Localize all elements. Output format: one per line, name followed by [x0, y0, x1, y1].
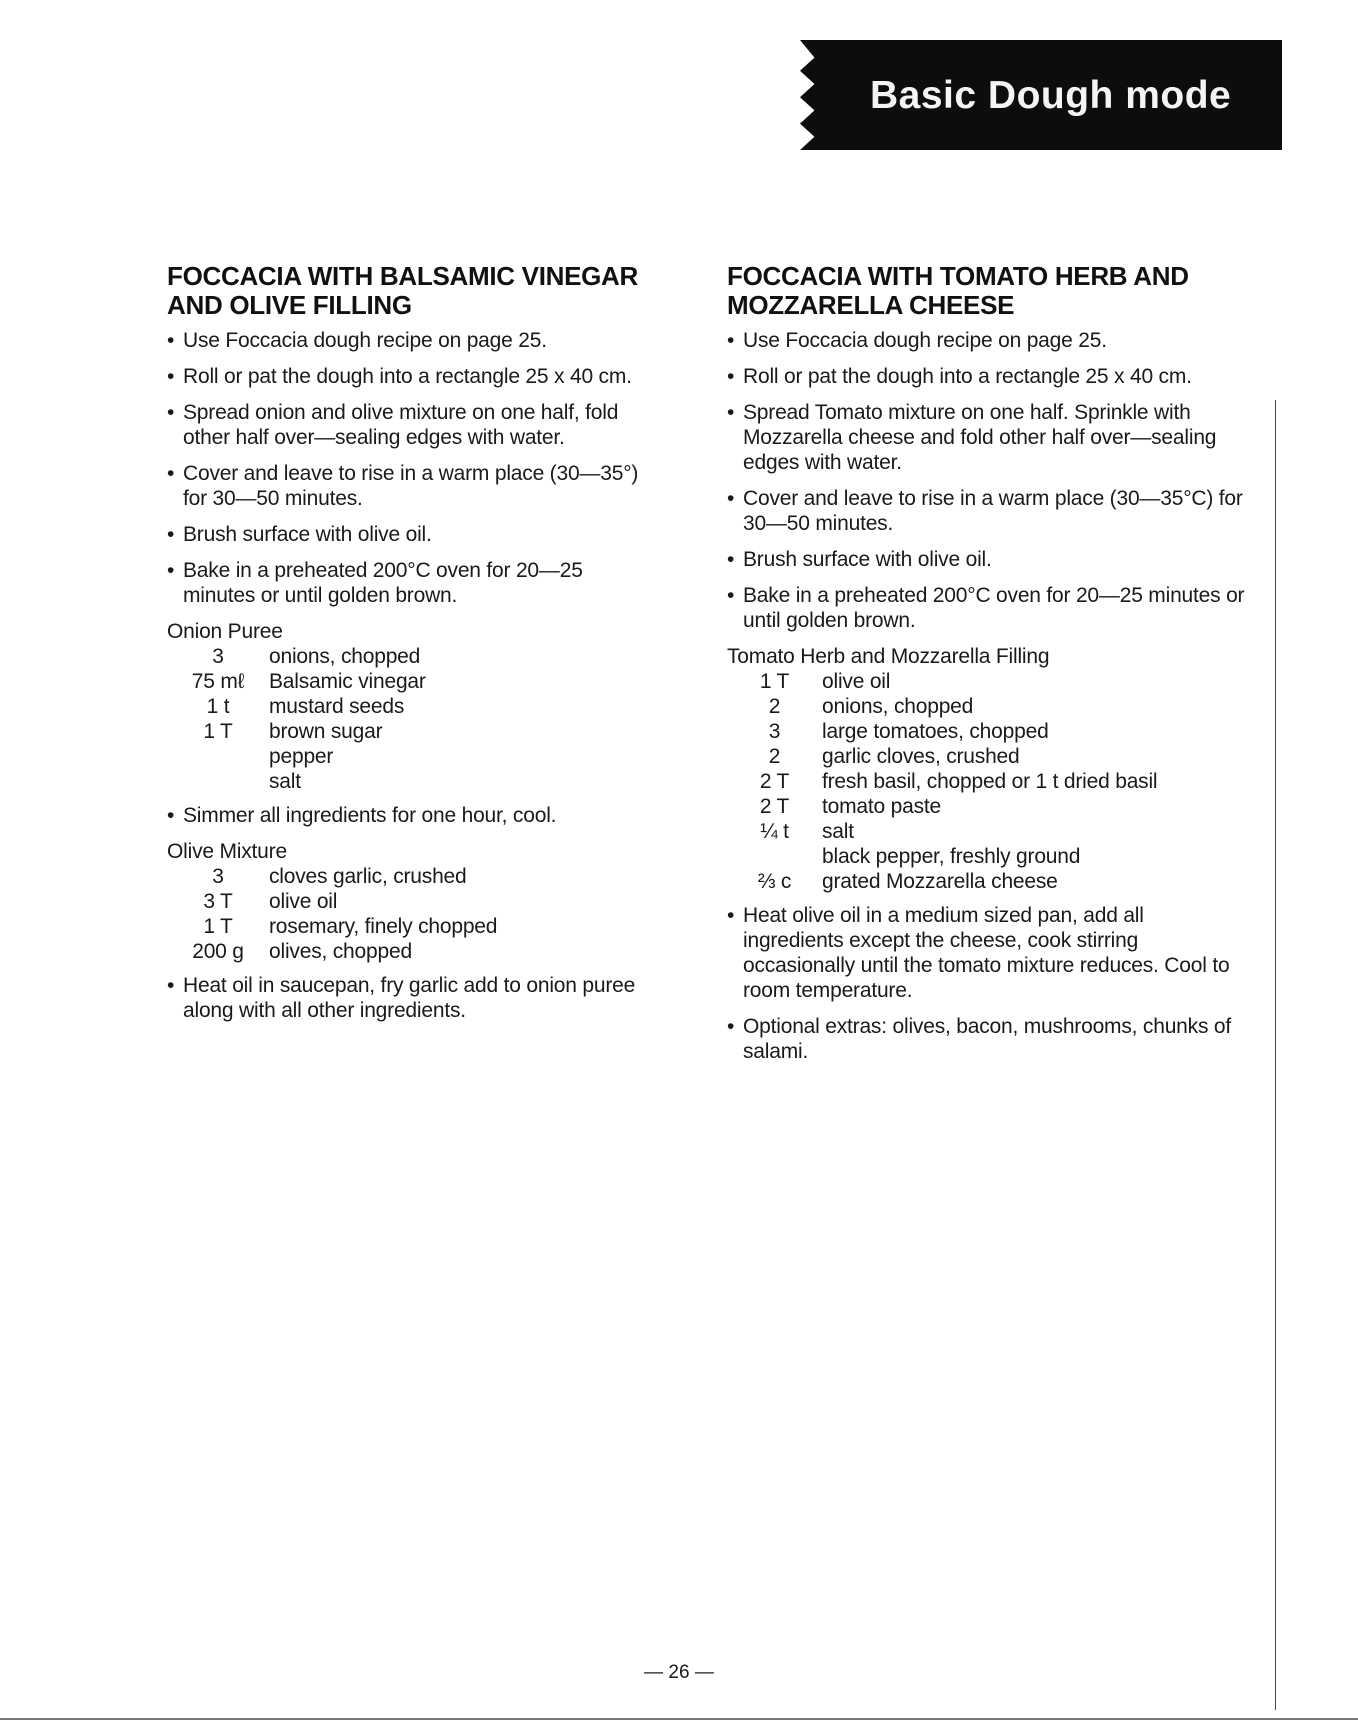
ingredient-name: olives, chopped: [269, 940, 412, 963]
step: • Heat olive oil in a medium sized pan, add all ingredients except the cheese, cook stirring occasionally until the tomato mixture reduces. Cool to room temperature.: [727, 903, 1247, 1003]
ingredient-name: salt: [822, 820, 854, 843]
ingredient-row: [727, 769, 1247, 794]
step: • Spread onion and olive mixture on one half, fold other half over—sealing edges with water.: [167, 400, 657, 450]
ingredient-qty: 1 T: [759, 670, 790, 693]
recipe-balsamic-olive: [167, 262, 657, 1034]
ingredient-name: brown sugar: [269, 720, 383, 743]
step: • Roll or pat the dough into a rectangle 25 x 40 cm.: [167, 364, 657, 389]
ingredient-name: onions, chopped: [822, 695, 974, 718]
ingredient-row: [167, 719, 657, 744]
step: • Brush surface with olive oil.: [167, 522, 657, 547]
ingredient-row: [727, 694, 1247, 719]
step: • Cover and leave to rise in a warm place (30—35°C) for 30—50 minutes.: [727, 486, 1247, 536]
page-edge-line: [1275, 400, 1276, 1710]
ingredient-name: tomato paste: [822, 795, 942, 818]
ingredient-row: [167, 769, 657, 794]
ingredient-name: olive oil: [822, 670, 891, 693]
ingredient-qty: 3: [212, 865, 224, 888]
ingredient-row: [727, 744, 1247, 769]
step: • Cover and leave to rise in a warm place (30—35°) for 30—50 minutes.: [167, 461, 657, 511]
ingredient-qty: 2: [768, 745, 781, 768]
ingredient-qty: ⅔ c: [757, 870, 792, 893]
ingredient-qty: 1 T: [203, 720, 233, 743]
ingredient-row: [727, 819, 1247, 844]
ingredient-name: salt: [269, 770, 301, 793]
ingredient-name: onions, chopped: [269, 645, 421, 668]
step: • Heat oil in saucepan, fry garlic add to onion puree along with all other ingredients.: [167, 973, 657, 1023]
ingredient-name: large tomatoes, chopped: [822, 720, 1049, 743]
step: • Use Foccacia dough recipe on page 25.: [727, 328, 1247, 353]
filling-heading: Tomato Herb and Mozzarella Filling: [727, 645, 1050, 668]
ingredient-qty: [727, 844, 822, 869]
section-title: Basic Dough mode: [870, 74, 1232, 117]
ingredient-row: [727, 844, 1247, 869]
ingredient-name: black pepper, freshly ground: [822, 845, 1081, 868]
step: • Optional extras: olives, bacon, mushrooms, chunks of salami.: [727, 1014, 1247, 1064]
ingredient-qty: [167, 769, 269, 794]
recipe-title: [167, 262, 657, 320]
ingredient-row: [167, 669, 657, 694]
ingredient-qty: 3: [212, 645, 224, 668]
step: • Spread Tomato mixture on one half. Sprinkle with Mozzarella cheese and fold other half over—sealing edges with water.: [727, 400, 1247, 475]
ingredient-name: Balsamic vinegar: [269, 670, 426, 693]
ingredient-row: [727, 794, 1247, 819]
ingredient-name: olive oil: [269, 890, 338, 913]
ingredient-name: cloves garlic, crushed: [269, 865, 467, 888]
ingredient-row: [167, 644, 657, 669]
ingredient-qty: 75 mℓ: [191, 670, 245, 693]
step: • Bake in a preheated 200°C oven for 20—25 minutes or until golden brown.: [167, 558, 657, 608]
bottom-rule: [0, 1718, 1358, 1720]
olive-mixture-heading: Olive Mixture: [167, 840, 287, 863]
ingredient-qty: 200 g: [192, 940, 244, 963]
ingredient-row: [167, 939, 657, 964]
ingredient-row: [167, 864, 657, 889]
ingredient-row: [167, 889, 657, 914]
recipe-title-line2: AND OLIVE FILLING: [167, 290, 412, 320]
ingredient-name: rosemary, finely chopped: [269, 915, 498, 938]
step: • Roll or pat the dough into a rectangle 25 x 40 cm.: [727, 364, 1247, 389]
ingredient-row: [167, 694, 657, 719]
ingredient-row: [167, 914, 657, 939]
recipe-tomato-mozzarella: [727, 262, 1247, 1075]
ingredient-name: fresh basil, chopped or 1 t dried basil: [822, 770, 1158, 793]
step: • Bake in a preheated 200°C oven for 20—25 minutes or until golden brown.: [727, 583, 1247, 633]
page-number: — 26 —: [644, 1662, 714, 1683]
ingredient-qty: [167, 744, 269, 769]
ingredient-qty: 2: [768, 695, 781, 718]
ingredient-qty: ¼ t: [760, 820, 789, 843]
recipe-title: [727, 262, 1247, 320]
ingredient-qty: 2 T: [759, 795, 790, 818]
ingredient-qty: 3: [768, 720, 781, 743]
ingredient-row: [727, 669, 1247, 694]
ingredient-qty: 2 T: [759, 770, 790, 793]
recipe-title-line1: FOCCACIA WITH TOMATO HERB AND: [727, 261, 1189, 291]
step: • Use Foccacia dough recipe on page 25.: [167, 328, 657, 353]
ingredient-row: [727, 869, 1247, 894]
recipe-title-line2: MOZZARELLA CHEESE: [727, 290, 1015, 320]
ingredient-qty: 3 T: [203, 890, 233, 913]
ingredient-row: [727, 719, 1247, 744]
ingredient-name: grated Mozzarella cheese: [822, 870, 1058, 893]
onion-puree-heading: Onion Puree: [167, 620, 283, 643]
step: • Simmer all ingredients for one hour, cool.: [167, 803, 657, 828]
ingredient-row: [167, 744, 657, 769]
ingredient-name: mustard seeds: [269, 695, 405, 718]
step: • Brush surface with olive oil.: [727, 547, 1247, 572]
ingredient-qty: 1 T: [203, 915, 233, 938]
recipe-title-line1: FOCCACIA WITH BALSAMIC VINEGAR: [167, 261, 639, 291]
ingredient-name: garlic cloves, crushed: [822, 745, 1020, 768]
ingredient-name: pepper: [269, 745, 334, 768]
ingredient-qty: 1 t: [206, 695, 230, 718]
